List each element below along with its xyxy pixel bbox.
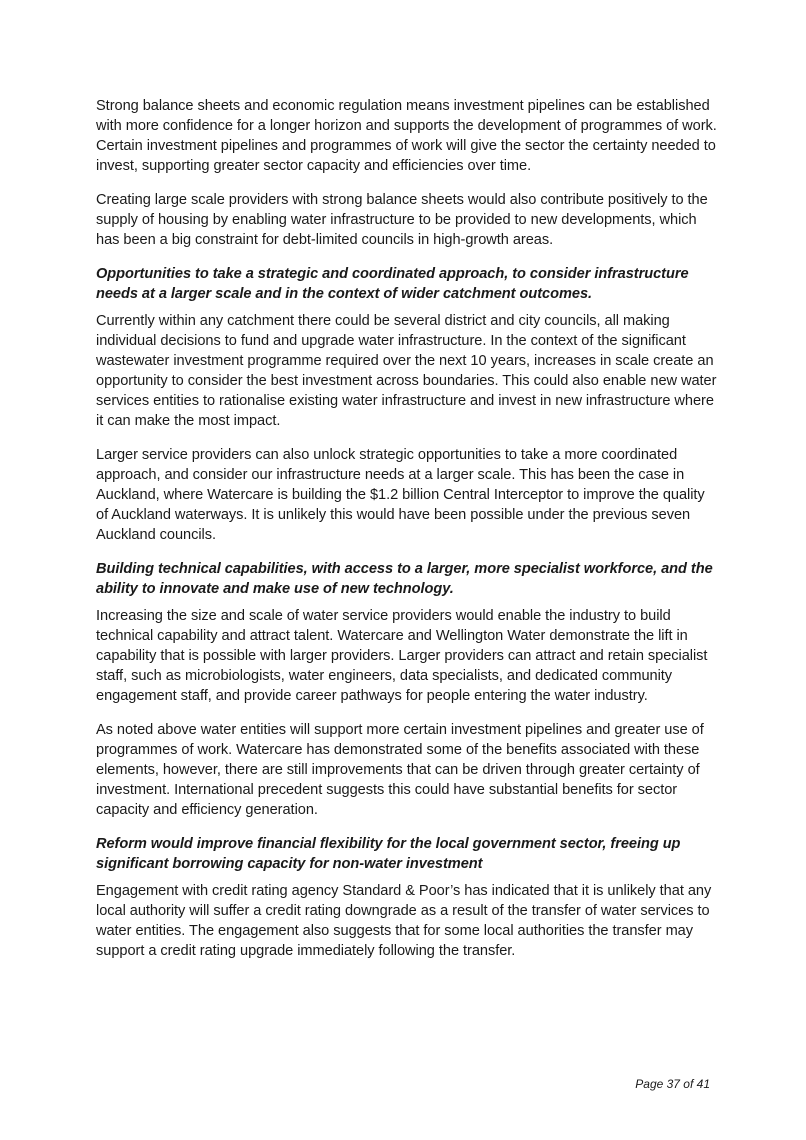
paragraph-central-interceptor: Larger service providers can also unlock strategic opportunities to take a more coordinated approach, and consider our infrastructure needs at a larger scale. This has been the case in Auckland, where Watercare is building the $1.2 billion Central Interceptor to improve the quality of Auckland waterways. It is unlikely this would have been possible under the previous seven Auckland councils.: [96, 447, 705, 543]
paragraph-investment-pipelines: As noted above water entities will support more certain investment pipelines and greater use of programmes of work. Watercare has demonstrated some of the benefits associated with these elements, however, there are still improvements that can be driven through greater certainty of investment. International precedent suggests this could have substantial benefits for sector capacity and efficiency generation.: [96, 722, 704, 818]
heading-technical-capabilities: Building technical capabilities, with access to a larger, more specialist workforce, and the ability to innovate and make use of new technology.: [96, 561, 713, 597]
page-content: [96, 96, 718, 975]
paragraph-credit-rating: Engagement with credit rating agency Standard & Poor’s has indicated that it is unlikely that any local authority will suffer a credit rating downgrade as a result of the transfer of water services to water entities. The engagement also suggests that for some local authorities the transfer may support a credit rating upgrade immediately following the transfer.: [96, 883, 712, 959]
page-number: Page 37 of 41: [635, 1077, 710, 1091]
paragraph-workforce: Increasing the size and scale of water service providers would enable the industry to build technical capability and attract talent. Watercare and Wellington Water demonstrate the lift in capability that is possible with larger providers. Larger providers can attract and retain specialist staff, such as microbiologists, water engineers, data specialists, and dedicated community engagement staff, and provide career pathways for people entering the water industry.: [96, 608, 708, 704]
heading-strategic-approach: Opportunities to take a strategic and coordinated approach, to consider infrastructure needs at a larger scale and in the context of wider catchment outcomes.: [96, 266, 689, 302]
paragraph-catchment: Currently within any catchment there could be several district and city councils, all making individual decisions to fund and upgrade water infrastructure. In the context of the significant wastewater investment programme required over the next 10 years, increases in scale create an opportunity to consider the best investment across boundaries. This could also enable new water services entities to rationalise existing water infrastructure and invest in new infrastructure where it can make the most impact.: [96, 313, 717, 429]
heading-financial-flexibility: Reform would improve financial flexibility for the local government sector, freeing up significant borrowing capacity for non-water investment: [96, 836, 681, 872]
paragraph-housing-supply: Creating large scale providers with strong balance sheets would also contribute positively to the supply of housing by enabling water infrastructure to be provided to new developments, which has been a big constraint for debt-limited councils in high-growth areas.: [96, 192, 708, 248]
paragraph-balance-sheets: Strong balance sheets and economic regulation means investment pipelines can be established with more confidence for a longer horizon and supports the development of programmes of work. Certain investment pipelines and programmes of work will give the sector the certainty needed to invest, supporting greater sector capacity and efficiencies over time.: [96, 98, 717, 174]
